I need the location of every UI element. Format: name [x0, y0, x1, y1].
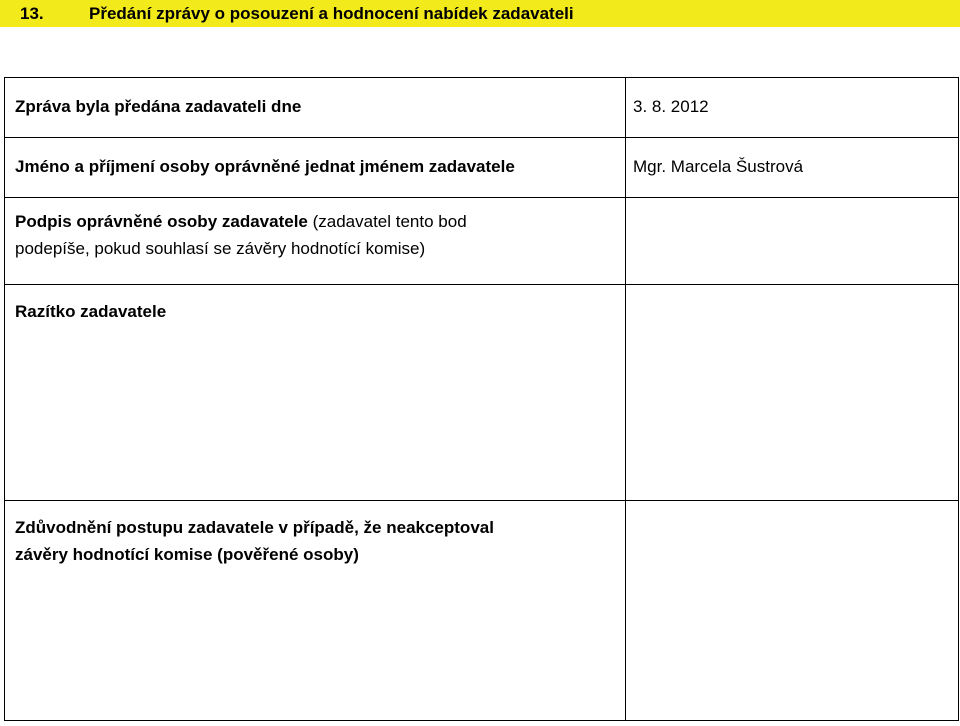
stamp-label: Razítko zadavatele: [15, 302, 167, 321]
signature-label-cell: [5, 198, 626, 285]
authorized-person-value-cell[interactable]: [626, 138, 959, 198]
authorized-person-value: Mgr. Marcela Šustrová: [633, 157, 804, 176]
authorized-person-label: Jméno a příjmení osoby oprávněné jednat jménem zadavatele: [15, 157, 515, 176]
justification-value: [626, 501, 958, 516]
justification-label-line-1: Zdůvodnění postupu zadavatele v případě, že neakceptoval: [15, 518, 494, 537]
table-row-stamp: [5, 285, 959, 501]
signature-label-note-2: podepíše, pokud souhlasí se závěry hodnotící komise): [15, 239, 426, 258]
justification-label-cell: [5, 501, 626, 721]
stamp-value: [626, 285, 958, 300]
justification-value-cell[interactable]: [626, 501, 959, 721]
table-row-handover-date: [5, 78, 959, 138]
signature-value: [626, 198, 958, 213]
justification-label-line-2: závěry hodnotící komise (pověřené osoby): [15, 545, 359, 564]
authorized-person-label-cell: [5, 138, 626, 198]
handover-date-value-cell[interactable]: [626, 78, 959, 138]
handover-date-label-cell: [5, 78, 626, 138]
section-title: Předání zprávy o posouzení a hodnocení nabídek zadavateli: [89, 4, 574, 23]
table-row-justification: [5, 501, 959, 721]
section-number: 13.: [20, 4, 44, 23]
signature-label: [5, 198, 625, 262]
table-row-authorized-person: [5, 138, 959, 198]
handover-date-label: Zpráva byla předána zadavateli dne: [15, 97, 302, 116]
signature-label-bold: Podpis oprávněné osoby zadavatele: [15, 212, 308, 231]
signature-value-cell[interactable]: [626, 198, 959, 285]
justification-label: [5, 501, 625, 568]
signature-label-note-1: (zadavatel tento bod: [307, 212, 467, 231]
handover-date-value: 3. 8. 2012: [633, 97, 709, 116]
stamp-value-cell[interactable]: [626, 285, 959, 501]
handover-form-table: [4, 77, 959, 721]
stamp-label-cell: [5, 285, 626, 501]
table-row-signature: [5, 198, 959, 285]
section-heading: [0, 0, 960, 27]
